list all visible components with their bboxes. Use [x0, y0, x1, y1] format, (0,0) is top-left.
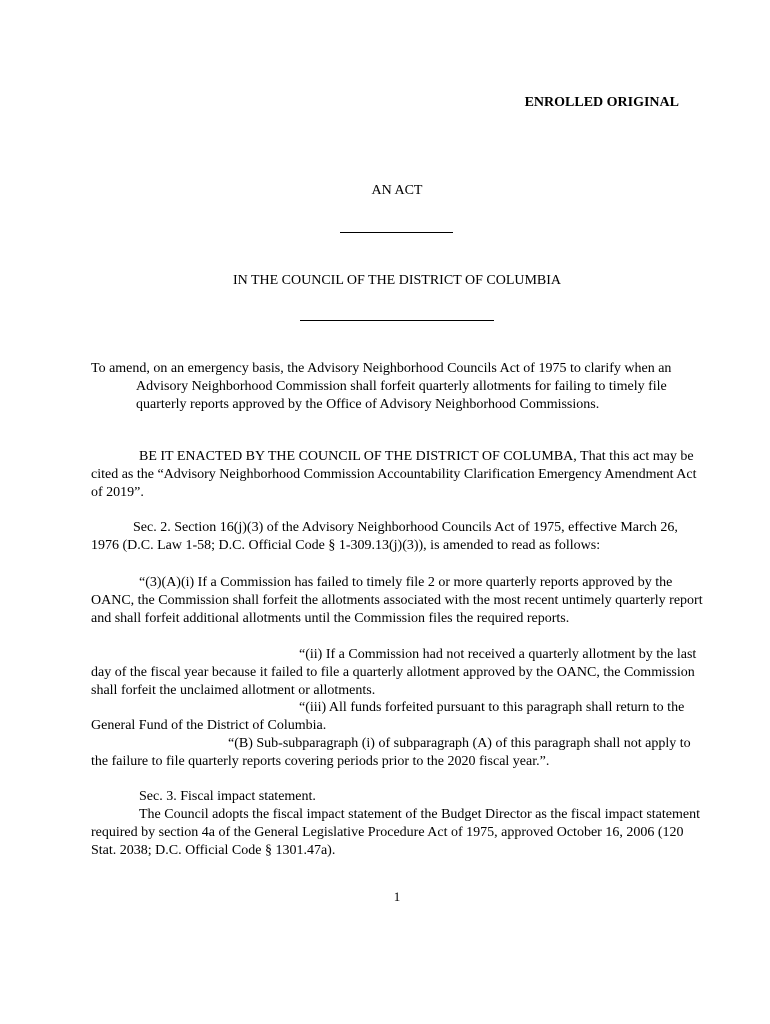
section-2-subparagraph-a-ii: “(ii) If a Commission had not received a quarterly allotment by the last day of the fiscal year because it failed to file a quarterly allotment approved by the OANC, the Commission shall forfeit the unclaimed allotment or allotments.	[91, 647, 697, 698]
section-3-heading: Sec. 3. Fiscal impact statement.	[139, 789, 316, 804]
section-3-text: The Council adopts the fiscal impact statement of the Budget Director as the fiscal impact statement required by section 4a of the General Legislative Procedure Act of 1975, approved October 16, 2006 (120 Stat. 2038; D.C. Official Code § 1301.47a).	[91, 807, 700, 858]
act-title: AN ACT	[371, 183, 423, 198]
section-2-intro: Sec. 2. Section 16(j)(3) of the Advisory Neighborhood Councils Act of 1975, effective March 26, 1976 (D.C. Law 1-58; D.C. Official Code § 1-309.13(j)(3)), is amended to read as follows:	[91, 520, 678, 553]
council-rule	[300, 320, 494, 321]
enrolled-original-stamp: ENROLLED ORIGINAL	[524, 95, 679, 110]
section-2-subparagraph-a-iii: “(iii) All funds forfeited pursuant to this paragraph shall return to the General Fund of the District of Columbia.	[91, 700, 685, 733]
purpose-clause: To amend, on an emergency basis, the Advisory Neighborhood Councils Act of 1975 to clarify when an Advisory Neighborhood Commission shall forfeit quarterly allotments for failing to timely file quarterly reports approved by the Office of Advisory Neighborhood Commissions.	[91, 361, 672, 412]
section-2-subparagraph-a-i: “(3)(A)(i) If a Commission has failed to timely file 2 or more quarterly reports approved by the OANC, the Commission shall forfeit the allotments associated with the most recent untimely quarterly report and shall forfeit additional allotments until the Commission files the required reports.	[91, 575, 703, 626]
enacting-clause: BE IT ENACTED BY THE COUNCIL OF THE DISTRICT OF COLUMBA, That this act may be cited as the “Advisory Neighborhood Commission Accountability Clarification Emergency Amendment Act of 2019”.	[91, 449, 697, 500]
title-rule-short	[340, 232, 453, 233]
page-number: 1	[393, 889, 401, 904]
council-heading: IN THE COUNCIL OF THE DISTRICT OF COLUMBIA	[232, 273, 562, 288]
section-2-subparagraph-b: “(B) Sub-subparagraph (i) of subparagraph (A) of this paragraph shall not apply to the failure to file quarterly reports covering periods prior to the 2020 fiscal year.”.	[91, 736, 691, 769]
